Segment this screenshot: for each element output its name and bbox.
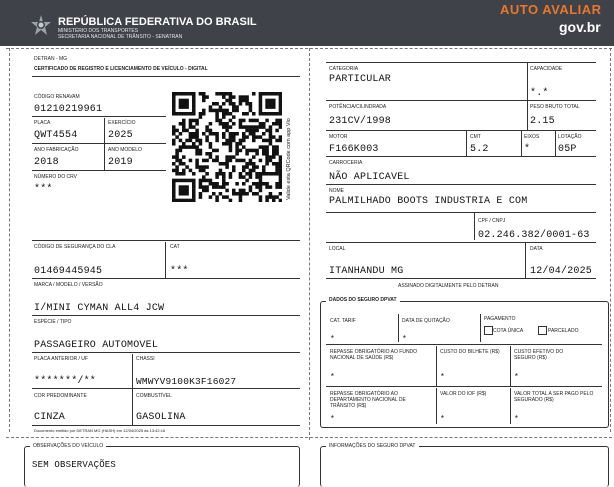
cat-tarif-value: * [330,335,336,344]
valor-total-label: VALOR TOTAL A SER PAGO PELO SEGURADO (R$) [514,391,594,403]
rule [326,386,602,387]
rule [32,315,300,316]
exercicio-value: 2025 [108,130,133,141]
local-value: ITANHANDU MG [329,266,404,277]
marca-label: MARCA / MODELO / VERSÃO [34,282,103,288]
cpf-value: 02.246.382/0001-63 [478,230,590,241]
renavam-value: 01210219961 [34,104,103,115]
ano-modelo-value: 2019 [108,157,133,168]
pagamento-label: PAGAMENTO [484,316,516,322]
crv-label: NÚMERO DO CRV [34,174,77,180]
data-quit-value: * [402,335,408,344]
rule [510,346,511,386]
potencia-label: POTÊNCIA/CILINDRADA [329,104,387,110]
rule [527,100,528,130]
rule [527,62,528,100]
rule [165,242,166,278]
header-title: REPÚBLICA FEDERATIVA DO BRASIL [58,16,257,28]
rule [326,184,596,185]
placa-ant-value: *******/** [34,376,97,387]
rule [525,242,526,278]
ano-modelo-label: ANO MODELO [108,147,142,153]
cat-tarif-label: CAT. TARIF [330,318,356,324]
nome-value: PALMILHADO BOOTS INDUSTRIA E COM [329,196,528,207]
custo-efetivo-value: * [514,373,520,382]
repasse-fns-value: * [330,373,336,382]
brand-auto-avaliar: AUTO AVALIAR [500,2,602,17]
footer-note: Documento emitido por DETRAN MG (HASH) em 12/04/2025 às 13:42:16 [34,428,166,433]
cota-unica-checkbox[interactable] [484,326,493,335]
lotacao-value: 05P [558,144,577,155]
eixos-value: * [524,144,531,155]
obs-value: SEM OBSERVAÇÕES [32,460,117,470]
custo-efetivo-label: CUSTO EFETIVO DO SEGURO (R$) [514,349,564,361]
rule [466,130,467,156]
local-label: LOCAL [329,246,346,252]
rule [326,156,596,157]
cat-value: *** [170,266,189,277]
capacidade-label: CAPACIDADE [530,66,563,72]
custo-bilhete-label: CUSTO DO BILHETE (R$) [440,349,500,355]
categoria-value: PARTICULAR [329,74,392,85]
rule [132,354,133,425]
info-title: INFORMAÇÕES DO SEGURO DPVAT [326,443,419,449]
dpvat-title: DADOS DO SEGURO DPVAT [326,297,400,303]
rule [436,388,437,424]
rule [32,143,166,144]
data-label: DATA [530,246,543,252]
ano-fab-label: ANO FABRICAÇÃO [34,147,79,153]
placa-label: PLACA [34,120,51,126]
custo-bilhete-value: * [440,373,446,382]
valor-total-value: * [514,415,520,424]
rule [436,346,437,386]
seg-cla-label: CÓDIGO DE SEGURANÇA DO CLA [34,244,116,250]
rule [104,118,105,170]
rule [326,100,596,101]
header-secretariat: SECRETARIA NACIONAL DE TRÂNSITO - SENATRAN [58,34,183,40]
coat-of-arms-icon [30,14,52,38]
cor-label: COR PREDOMINANTE [34,393,87,399]
rule [555,130,556,156]
repasse-dnt-label: REPASSE OBRIGATÓRIO AO DEPARTAMENTO NACIONAL DE TRÂNSITO (R$) [330,391,406,409]
nome-label: NOME [329,188,344,194]
eixos-label: EIXOS [524,134,540,140]
especie-label: ESPÉCIE / TIPO [34,319,72,325]
rule [32,388,300,389]
rule [32,76,300,77]
especie-value: PASSAGEIRO AUTOMOVEL [34,340,159,351]
rule [474,212,475,240]
rule [326,212,596,213]
placa-value: QWT4554 [34,130,78,141]
cat-label: CAT [170,244,180,250]
header-ministry: MINISTÉRIO DOS TRANSPORTES [58,28,139,34]
renavam-label: CÓDIGO RENAVAM [34,94,80,100]
rule [32,240,300,241]
marca-value: I/MINI CYMAN ALL4 JCW [34,303,165,314]
rule [326,62,596,63]
parcelado-label: PARCELADO [548,328,579,334]
rule [32,352,300,353]
data-quit-label: DATA DE QUITAÇÃO [402,318,450,324]
qr-caption: Valide esta QRCode com app Vio [286,118,292,200]
seg-cla-value: 01469445945 [34,266,103,277]
brand-govbr: gov.br [559,19,601,35]
rule [32,278,300,279]
document-title: CERTIFICADO DE REGISTRO E LICENCIAMENTO DE VEÍCULO - DIGITAL [34,66,208,72]
cor-value: CINZA [34,412,66,423]
rule [326,344,602,345]
right-border [610,48,611,432]
chassi-label: CHASSI [136,356,155,362]
bottom-divider [6,437,612,438]
repasse-dnt-value: * [330,415,336,424]
rule [32,116,166,117]
peso-label: PESO BRUTO TOTAL [530,104,580,110]
cmt-label: CMT [470,134,481,140]
issuer-label: DETRAN - MG [34,56,68,62]
qr-code[interactable] [172,92,282,202]
placa-ant-label: PLACA ANTERIOR / UF [34,356,88,362]
rule [521,130,522,156]
capacidade-value: *.* [530,88,549,99]
categoria-label: CATEGORIA [329,66,359,72]
chassi-value: WMWYV9100K3F16027 [136,376,237,387]
potencia-value: 231CV/1998 [329,116,392,127]
ano-fab-value: 2018 [34,157,59,168]
rule [32,170,166,171]
lotacao-label: LOTAÇÃO [558,134,582,140]
rule [510,388,511,424]
center-divider [309,48,310,440]
signed-note: ASSINADO DIGITALMENTE PELO DETRAN [398,283,499,289]
motor-label: MOTOR [329,134,348,140]
combustivel-label: COMBUSTÍVEL [136,393,172,399]
obs-title: OBSERVAÇÕES DO VEÍCULO [30,443,106,449]
info-dpvat-box [320,446,609,487]
carroceria-label: CARROCERIA [329,160,363,166]
iof-label: VALOR DO IOF (R$) [440,391,487,397]
exercicio-label: EXERCÍCIO [108,120,136,126]
cota-unica-label: COTA ÚNICA [493,328,524,334]
rule [398,314,399,342]
rule [326,242,596,243]
rule [32,425,300,426]
carroceria-value: NÃO APLICAVEL [329,172,410,183]
crv-value: *** [34,184,53,195]
motor-value: F166K003 [329,144,379,155]
data-value: 12/04/2025 [530,266,593,277]
left-border [9,48,10,432]
repasse-fns-label: REPASSE OBRIGATÓRIO AO FUNDO NACIONAL DE SAÚDE (R$) [330,349,418,361]
combustivel-value: GASOLINA [136,412,186,423]
rule [480,314,481,342]
cpf-label: CPF / CNPJ [478,218,506,224]
rule [326,278,596,279]
iof-value: * [440,415,446,424]
parcelado-checkbox[interactable] [538,326,547,335]
peso-value: 2.15 [530,116,555,127]
cmt-value: 5.2 [470,144,489,155]
